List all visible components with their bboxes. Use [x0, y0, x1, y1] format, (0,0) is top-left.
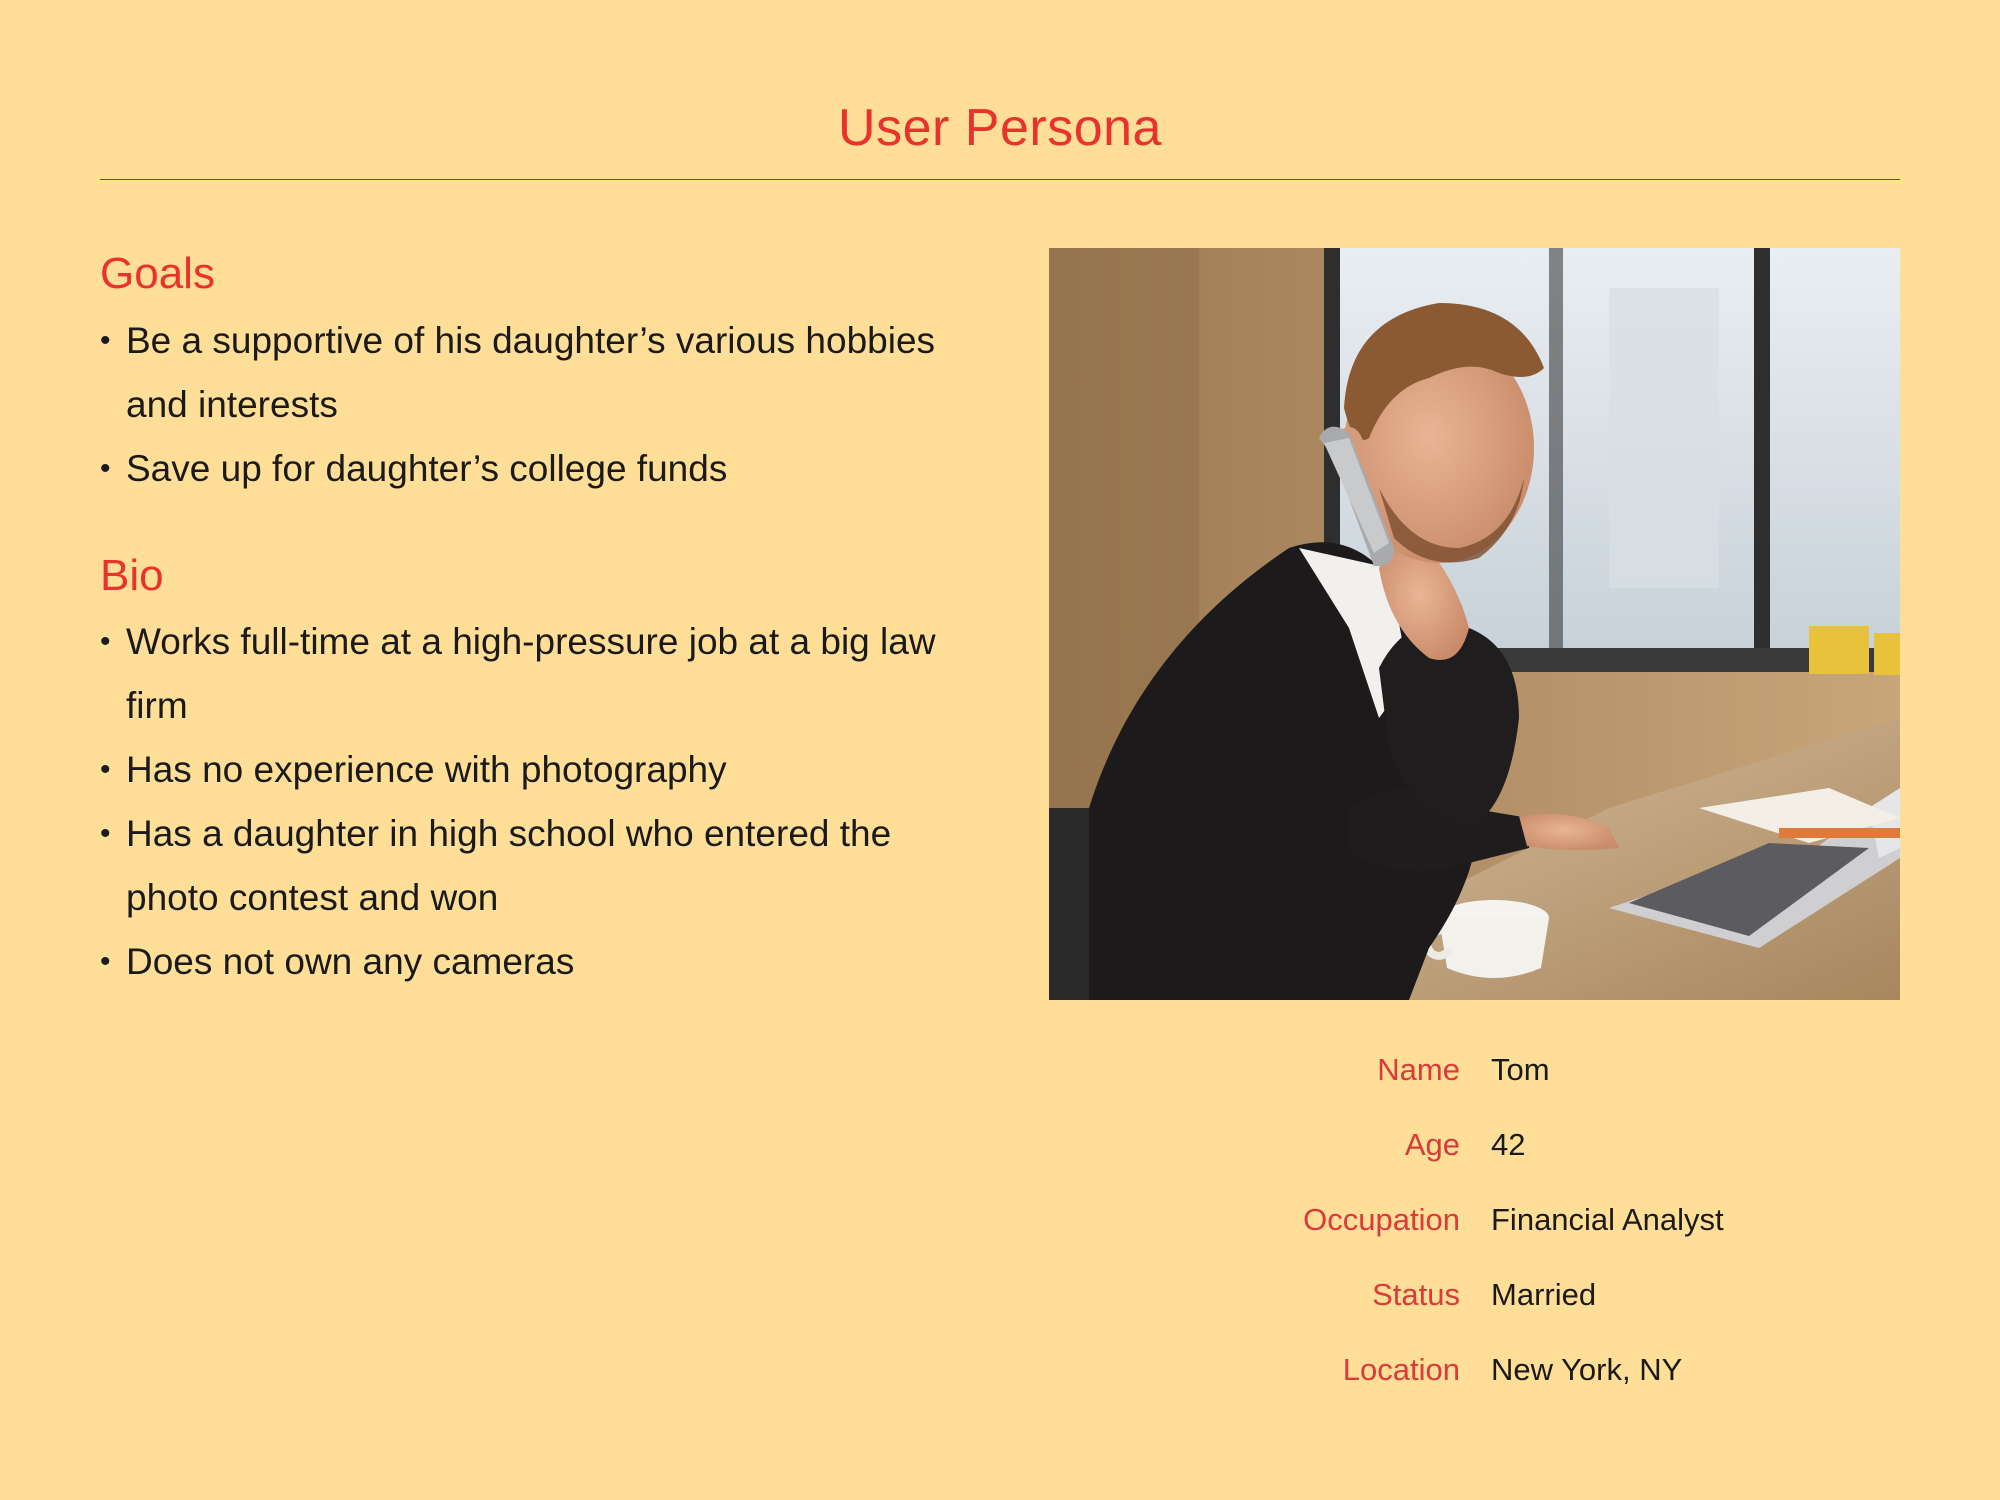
bio-heading: Bio [100, 551, 164, 600]
detail-row-age [1180, 1115, 1900, 1175]
goals-list [100, 309, 960, 501]
persona-photo [1049, 248, 1900, 1000]
bio-list [100, 610, 960, 994]
bullet-icon: • [100, 324, 111, 357]
detail-label: Age [1404, 1127, 1460, 1162]
detail-value: Married [1491, 1277, 1597, 1312]
goal-text: Save up for daughter’s college funds [126, 448, 728, 489]
detail-label: Status [1372, 1277, 1460, 1312]
detail-value: 42 [1491, 1127, 1526, 1162]
detail-value: Tom [1491, 1052, 1550, 1087]
goal-item [100, 437, 960, 501]
bio-item [100, 738, 960, 802]
persona-photo-illustration [1049, 248, 1900, 1000]
bullet-icon: • [100, 452, 111, 485]
detail-row-status [1180, 1265, 1900, 1325]
detail-label: Location [1342, 1352, 1460, 1387]
page-title: User Persona [838, 99, 1162, 157]
bullet-icon: • [100, 625, 111, 658]
bullet-icon: • [100, 817, 111, 850]
bio-item [100, 802, 960, 930]
bio-item [100, 610, 960, 738]
bio-text: Works full-time at a high-pressure job at a big law firm [126, 621, 936, 726]
goal-item [100, 309, 960, 437]
detail-row-location [1180, 1340, 1900, 1400]
goal-text: Be a supportive of his daughter’s various hobbies and interests [126, 320, 936, 425]
bullet-icon: • [100, 753, 111, 786]
detail-row-occupation [1180, 1190, 1900, 1250]
bio-text: Has a daughter in high school who entered the photo contest and won [126, 813, 892, 918]
title-divider [100, 179, 1900, 180]
bio-text: Has no experience with photography [126, 749, 727, 790]
bullet-icon: • [100, 945, 111, 978]
detail-label: Occupation [1303, 1202, 1460, 1237]
bio-item [100, 930, 960, 994]
detail-value: New York, NY [1491, 1352, 1683, 1387]
bio-text: Does not own any cameras [126, 941, 575, 982]
detail-value: Financial Analyst [1491, 1202, 1724, 1237]
detail-row-name [1180, 1040, 1900, 1100]
goals-heading: Goals [100, 249, 215, 298]
detail-label: Name [1377, 1052, 1460, 1087]
